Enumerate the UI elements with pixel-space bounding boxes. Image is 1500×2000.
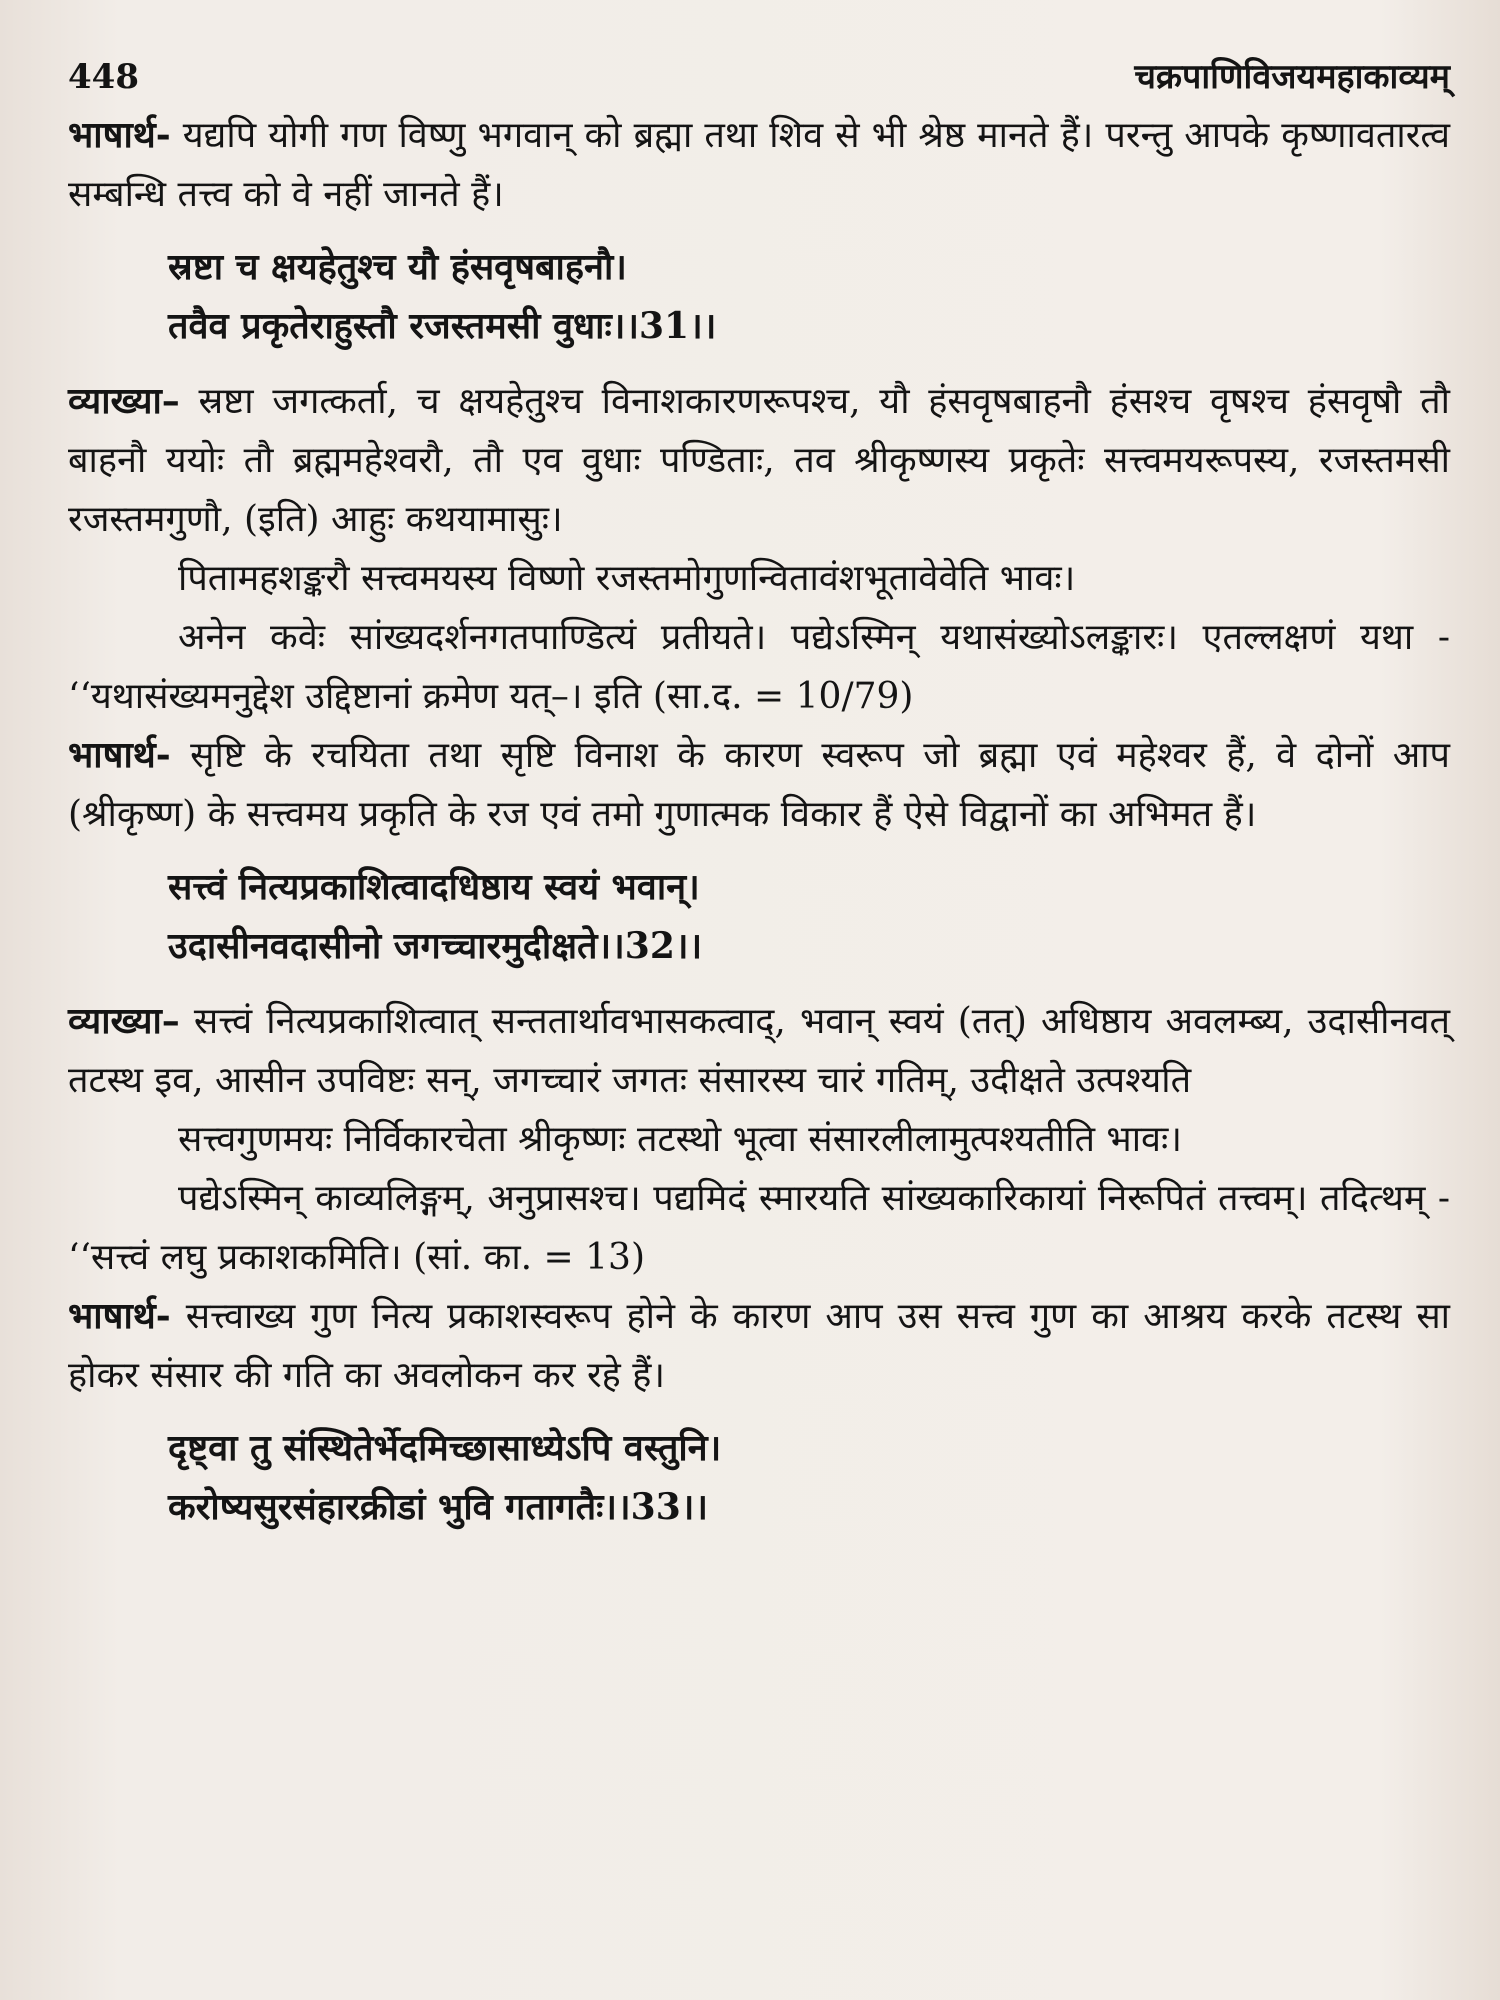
para-text: स्रष्टा जगत्कर्ता, च क्षयहेतुश्च विनाशकारणरूपश्च, यौ हंसवृषबाहनौ हंसश्च वृषश्च हंसवृषौ तौ बाहनौ ययोः तौ ब्रह्ममहेश्वरौ, तौ एव वुधाः पण्डिताः, तव श्रीकृष्णस्य प्रकृतेः सत्त्वमयरूपस्य, रजस्तमसी रजस्तमगुणौ, (इति) आहुः कथयामासुः। — [68, 381, 1450, 540]
verse-line: उदासीनवदासीनो जगच्चारमुदीक्षते।।32।। — [168, 925, 703, 967]
para-text: सृष्टि के रचयिता तथा सृष्टि विनाश के कारण स्वरूप जो ब्रह्मा एवं महेश्वर हैं, वे दोनों आप (श्रीकृष्ण) के सत्त्वमय प्रकृति के रज एवं तमो गुणात्मक विकार हैं ऐसे विद्वानों का अभिमत हैं। — [68, 735, 1450, 835]
para-label: व्याख्या– — [68, 380, 180, 422]
para-label: व्याख्या– — [68, 1000, 180, 1042]
para-label: भाषार्थ- — [68, 1295, 171, 1337]
bhasharth-para — [68, 106, 1450, 224]
verse-33 — [68, 1419, 1450, 1537]
para-label: भाषार्थ- — [68, 114, 171, 156]
bhasharth-para — [68, 1287, 1450, 1405]
para-label: भाषार्थ- — [68, 734, 171, 776]
para-text: सत्त्वं नित्यप्रकाशित्वात् सन्ततार्थावभासकत्वाद्, भवान् स्वयं (तत्) अधिष्ठाय अवलम्ब्य, उदासीनवत् तटस्थ इव, आसीन उपविष्टः सन्, जगच्चारं जगतः संसारस्य चारं गतिम्, उदीक्षते उत्पश्यति — [68, 1001, 1450, 1101]
verse-line: सत्त्वं नित्यप्रकाशित्वादधिष्ठाय स्वयं भवान्। — [168, 866, 700, 908]
indent-para: अनेन कवेः सांख्यदर्शनगतपाण्डित्यं प्रतीयते। पद्येऽस्मिन् यथासंख्योऽलङ्कारः। एतल्लक्षणं यथा - ‘‘यथासंख्यमनुद्देश उद्दिष्टानां क्रमेण यत्–। इति (सा.द. = 10/79) — [68, 617, 1450, 717]
vyakhya-para — [68, 372, 1450, 549]
para-text: यद्यपि योगी गण विष्णु भगवान् को ब्रह्मा तथा शिव से भी श्रेष्ठ मानते हैं। परन्तु आपके कृष्णावतारत्व सम्बन्धि तत्त्व को वे नहीं जानते हैं। — [68, 115, 1450, 215]
indent-para: सत्त्वगुणमयः निर्विकारचेता श्रीकृष्णः तटस्थो भूत्वा संसारलीलामुत्पश्यतीति भावः। — [178, 1119, 1182, 1160]
verse-line: स्रष्टा च क्षयहेतुश्च यौ हंसवृषबाहनौ। — [168, 246, 627, 288]
verse-line: करोष्यसुरसंहारक्रीडां भुवि गतागतैः।।33।। — [168, 1486, 709, 1528]
verse-line: दृष्ट्वा तु संस्थितेर्भेदमिच्छासाध्येऽपि वस्तुनि। — [168, 1427, 722, 1469]
indent-para: पितामहशङ्करौ सत्त्वमयस्य विष्णो रजस्तमोगुणन्वितावंशभूतावेवेति भावः। — [178, 558, 1076, 599]
page-number: 448 — [68, 57, 139, 97]
book-title: चक्रपाणिविजयमहाकाव्यम् — [1134, 57, 1450, 97]
verse-line: तवैव प्रकृतेराहुस्तौ रजस्तमसी वुधाः।।31।। — [168, 305, 717, 347]
page-header — [68, 52, 1450, 98]
bhasharth-para — [68, 726, 1450, 844]
para-text: सत्त्वाख्य गुण नित्य प्रकाशस्वरूप होने के कारण आप उस सत्त्व गुण का आश्रय करके तटस्थ सा होकर संसार की गति का अवलोकन कर रहे हैं। — [68, 1296, 1450, 1396]
verse-32 — [68, 858, 1450, 976]
vyakhya-para — [68, 992, 1450, 1110]
indent-para: पद्येऽस्मिन् काव्यलिङ्गम्, अनुप्रासश्च। पद्यमिदं स्मारयति सांख्यकारिकायां निरूपितं तत्त्वम्। तदित्थम् - ‘‘सत्त्वं लघु प्रकाशकमिति। (सां. का. = 13) — [68, 1178, 1450, 1278]
verse-31 — [68, 238, 1450, 356]
